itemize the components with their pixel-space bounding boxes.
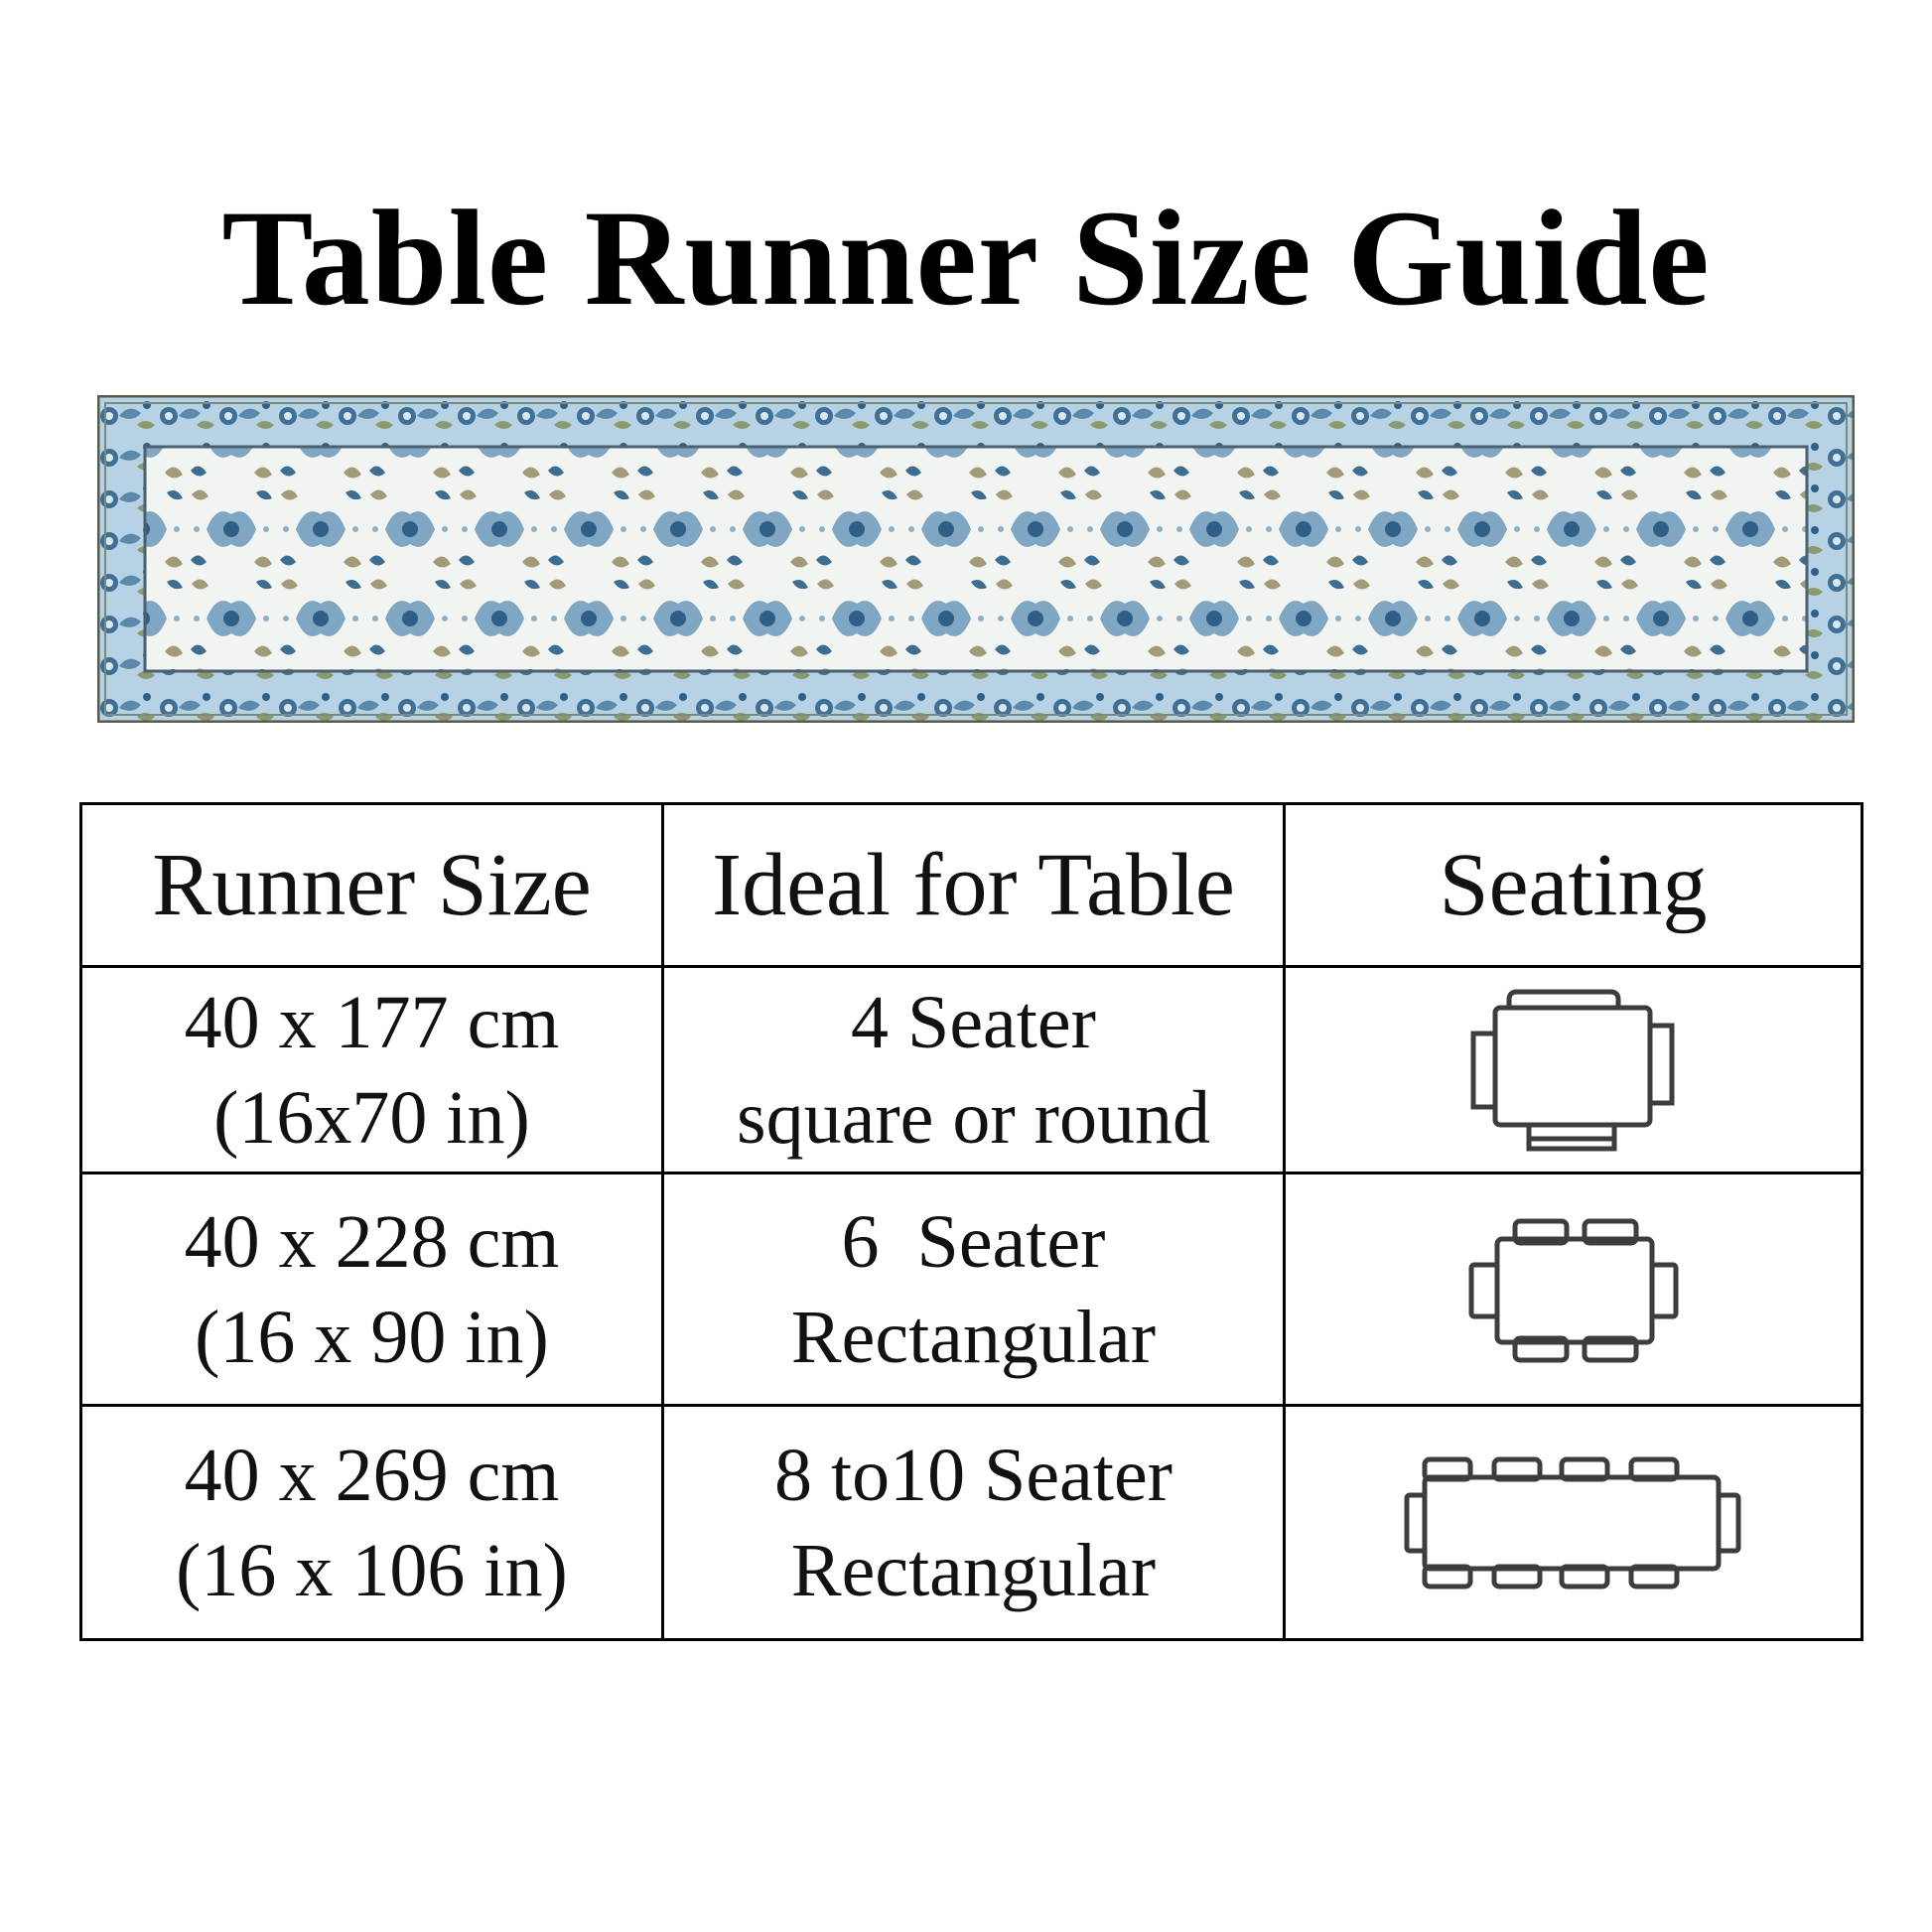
size-cm: 40 x 228 cm	[184, 1199, 560, 1284]
ideal-table-cell	[663, 1406, 1285, 1640]
table-row	[81, 1406, 1863, 1640]
header-ideal-for-table: Ideal for Table	[663, 804, 1285, 967]
table-line2: Rectangular	[790, 1528, 1157, 1612]
table-line2: Rectangular	[790, 1295, 1157, 1379]
table-header-row	[81, 804, 1863, 967]
runner-size-cell	[81, 1173, 663, 1406]
size-in: (16x70 in)	[213, 1075, 530, 1160]
size-in: (16 x 90 in)	[195, 1295, 549, 1379]
table-row	[81, 1173, 1863, 1406]
six-seater-table-icon	[1467, 1215, 1680, 1364]
runner-size-cell	[81, 967, 663, 1173]
header-seating: Seating	[1285, 804, 1863, 967]
table-line1: 8 to10 Seater	[773, 1433, 1173, 1517]
seating-cell	[1285, 967, 1863, 1173]
table-row	[81, 967, 1863, 1173]
seating-cell	[1285, 1173, 1863, 1406]
size-in: (16 x 106 in)	[176, 1528, 568, 1612]
page-title: Table Runner Size Guide	[221, 182, 1711, 334]
ideal-table-cell	[663, 967, 1285, 1173]
table-line1: 6 Seater	[841, 1199, 1106, 1284]
ten-seater-table-icon	[1403, 1453, 1744, 1592]
four-seater-table-icon	[1469, 986, 1678, 1155]
table-line2: square or round	[737, 1075, 1210, 1160]
table-runner-image	[97, 395, 1855, 723]
table-line1: 4 Seater	[851, 980, 1096, 1064]
size-guide-table	[79, 802, 1863, 1641]
header-runner-size: Runner Size	[81, 804, 663, 967]
ideal-table-cell	[663, 1173, 1285, 1406]
runner-size-cell	[81, 1406, 663, 1640]
seating-cell	[1285, 1406, 1863, 1640]
size-cm: 40 x 177 cm	[184, 980, 560, 1064]
size-cm: 40 x 269 cm	[184, 1433, 560, 1517]
